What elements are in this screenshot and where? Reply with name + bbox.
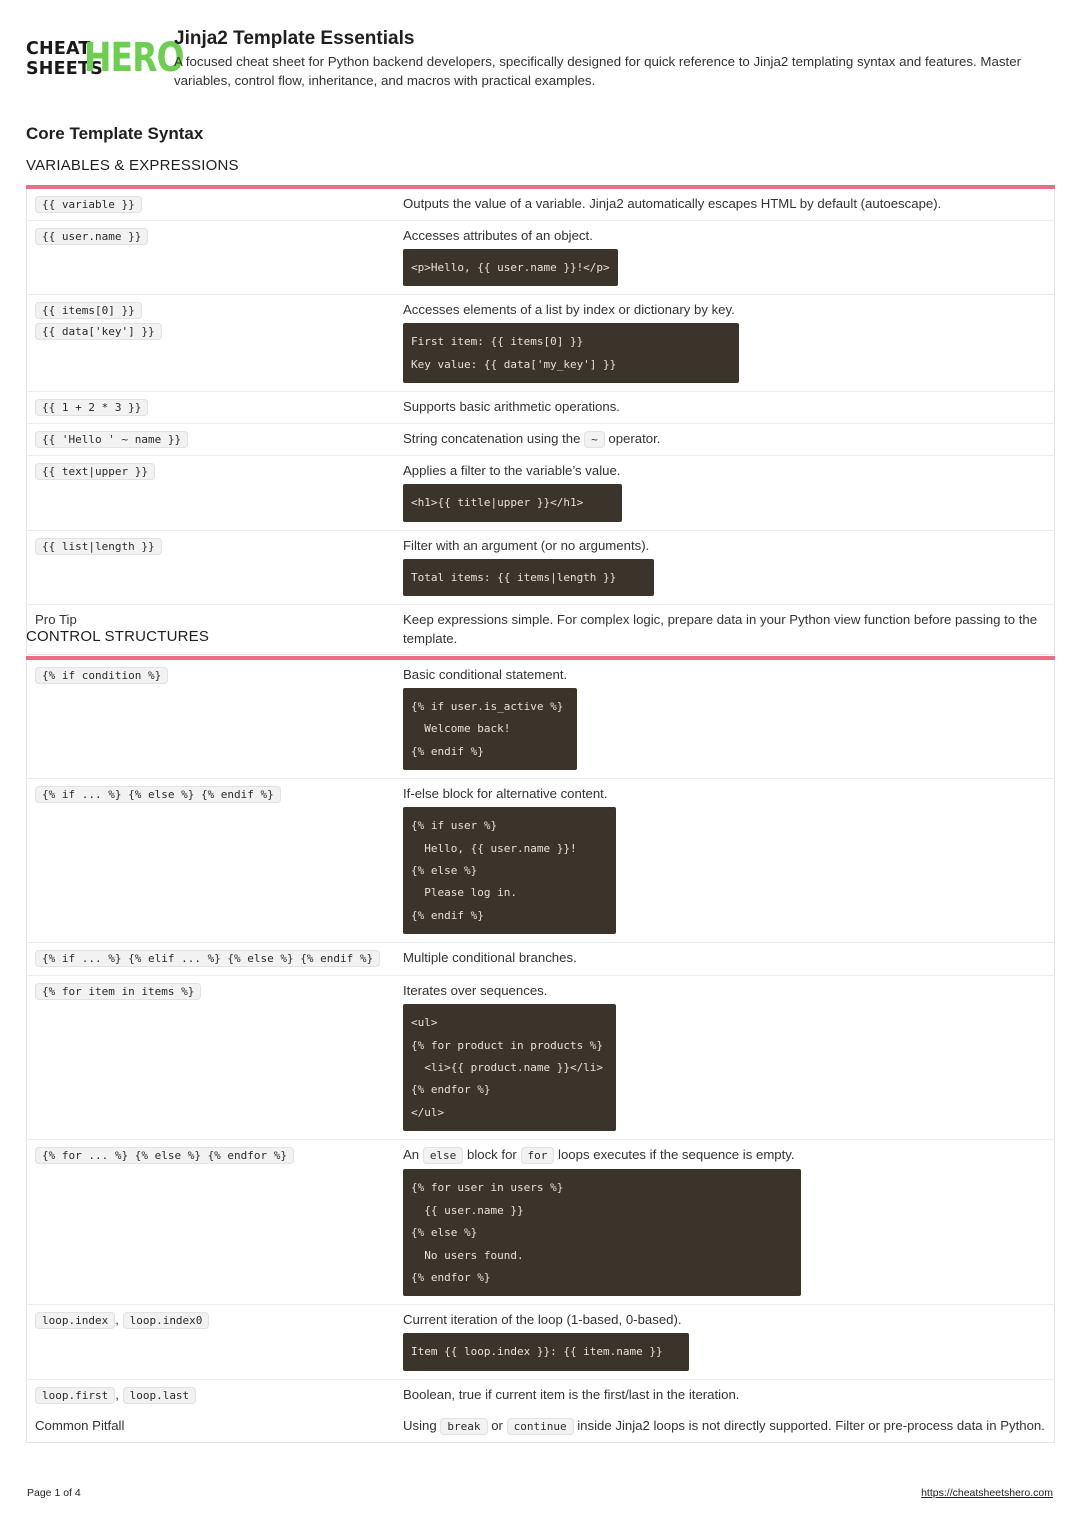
syntax-code: {{ user.name }} xyxy=(35,228,148,245)
syntax-code: {{ list|length }} xyxy=(35,538,162,555)
row-description: String concatenation using the ~ operator. xyxy=(393,424,1055,456)
code-example xyxy=(403,323,739,383)
row-description: Applies a filter to the variable’s value. xyxy=(403,463,621,479)
row-description: Filter with an argument (or no arguments). xyxy=(403,537,650,553)
logo-line1: CHEAT xyxy=(26,39,91,59)
code-line: {% if user %} xyxy=(411,819,498,833)
inline-code: break xyxy=(440,1418,487,1435)
row-description: If-else block for alternative content. xyxy=(403,786,608,802)
code-line: <h1>{{ title|upper }}</h1> xyxy=(411,496,584,510)
code-line: Item {{ loop.index }}: {{ item.name }} xyxy=(411,1345,663,1359)
table-row xyxy=(27,943,1055,976)
code-line: No users found. xyxy=(411,1248,524,1262)
syntax-code: {{ text|upper }} xyxy=(35,463,155,480)
code-line: {% endif %} xyxy=(411,744,484,758)
row-description: Multiple conditional branches. xyxy=(393,943,1055,976)
site-link[interactable]: https://cheatsheetshero.com xyxy=(921,1487,1053,1499)
row-description: An else block for for loops executes if the sequence is empty. xyxy=(403,1147,795,1163)
syntax-code: loop.first xyxy=(35,1387,115,1404)
row-description: Accesses elements of a list by index or dictionary by key. xyxy=(403,302,735,318)
key-separator: , xyxy=(115,1386,119,1402)
syntax-code: {% if ... %} {% else %} {% endif %} xyxy=(35,786,281,803)
inline-code: else xyxy=(423,1147,464,1164)
code-line: Welcome back! xyxy=(411,722,511,736)
table-row xyxy=(27,295,1055,392)
syntax-code: loop.index xyxy=(35,1312,115,1329)
syntax-code: {% if condition %} xyxy=(35,667,168,684)
code-line: <ul> xyxy=(411,1016,438,1030)
table-row xyxy=(27,658,1055,779)
code-example xyxy=(403,484,622,521)
table-row xyxy=(27,1379,1055,1411)
code-line: {{ user.name }} xyxy=(411,1203,524,1217)
row-description: Outputs the value of a variable. Jinja2 automatically escapes HTML by default (autoescape). xyxy=(403,196,942,211)
subsection-variables-heading: VARIABLES & EXPRESSIONS xyxy=(26,157,239,174)
syntax-code: {{ variable }} xyxy=(35,196,142,213)
syntax-code: {{ data['key'] }} xyxy=(35,323,162,340)
syntax-code: loop.index0 xyxy=(123,1312,210,1329)
control-table xyxy=(26,656,1055,1443)
code-line: Total items: {{ items|length }} xyxy=(411,570,617,584)
row-description: Iterates over sequences. xyxy=(403,983,548,999)
page-number: Page 1 of 4 xyxy=(27,1487,81,1499)
page-subtitle: A focused cheat sheet for Python backend developers, specifically designed for quick reference to Jinja2 templating syntax and features. Master variables, control flow, inheritance, and macros with practical examples. xyxy=(174,54,1022,88)
syntax-code: {% for ... %} {% else %} {% endfor %} xyxy=(35,1147,294,1164)
key-separator: , xyxy=(115,1312,119,1328)
table-row xyxy=(27,187,1055,221)
code-line: {% else %} xyxy=(411,1226,478,1240)
code-line: {% endfor %} xyxy=(411,1083,491,1097)
code-line: {% else %} xyxy=(411,864,478,878)
table-row xyxy=(27,1305,1055,1379)
code-example xyxy=(403,249,618,286)
row-description: Basic conditional statement. xyxy=(403,667,568,682)
code-example xyxy=(403,1004,616,1131)
row-description: Current iteration of the loop (1-based, 0-based). xyxy=(403,1312,682,1328)
code-line: Hello, {{ user.name }}! xyxy=(411,841,577,855)
syntax-code: {% for item in items %} xyxy=(35,983,201,1000)
section-title: Core Template Syntax xyxy=(26,124,204,143)
code-line: </ul> xyxy=(411,1105,445,1119)
subsection-control-heading: CONTROL STRUCTURES xyxy=(26,628,210,645)
syntax-code: {{ items[0] }} xyxy=(35,302,142,319)
table-row xyxy=(27,1140,1055,1305)
inline-code: continue xyxy=(507,1418,574,1435)
code-example xyxy=(403,559,654,596)
code-line: {% endif %} xyxy=(411,908,484,922)
variables-table xyxy=(26,185,1055,655)
syntax-code: loop.last xyxy=(123,1387,197,1404)
code-example xyxy=(403,688,577,770)
row-description: Accesses attributes of an object. xyxy=(403,228,593,243)
row-key-label: Pro Tip xyxy=(27,605,394,655)
code-line: {% if user.is_active %} xyxy=(411,700,564,713)
table-row xyxy=(27,1411,1055,1443)
row-key-label: Common Pitfall xyxy=(35,1417,125,1433)
syntax-code: {% if ... %} {% elif ... %} {% else %} {% endif %} xyxy=(35,950,380,967)
code-line: Key value: {{ data['my_key'] }} xyxy=(411,357,617,371)
syntax-code: {{ 'Hello ' ~ name }} xyxy=(35,431,188,448)
table-row xyxy=(27,424,1055,456)
code-example xyxy=(403,1169,801,1296)
table-row xyxy=(27,221,1055,295)
code-example xyxy=(403,807,616,934)
table-row xyxy=(27,976,1055,1140)
code-example xyxy=(403,1333,689,1370)
cheatsheetshero-logo[interactable] xyxy=(26,35,184,81)
page-title: Jinja2 Template Essentials xyxy=(174,28,415,49)
code-line: <li>{{ product.name }}</li> xyxy=(411,1061,604,1075)
page-header xyxy=(26,28,1055,98)
row-description: Using break or continue inside Jinja2 loops is not directly supported. Filter or pre-process data in Python. xyxy=(403,1417,1045,1433)
table-row xyxy=(27,779,1055,943)
table-row xyxy=(27,530,1055,604)
code-line: Please log in. xyxy=(411,886,517,900)
syntax-code: {{ 1 + 2 * 3 }} xyxy=(35,399,148,416)
row-description: Keep expressions simple. For complex logic, prepare data in your Python view function before passing to the template. xyxy=(393,605,1055,655)
inline-code: ~ xyxy=(584,431,605,448)
code-line: {% for product in products %} xyxy=(411,1038,604,1052)
row-description: Supports basic arithmetic operations. xyxy=(393,392,1055,424)
logo-accent: HERO xyxy=(84,35,184,81)
table-row xyxy=(27,392,1055,424)
row-description: Boolean, true if current item is the first/last in the iteration. xyxy=(393,1379,1055,1411)
table-row xyxy=(27,456,1055,530)
code-line: {% endfor %} xyxy=(411,1270,491,1284)
code-line: {% for user in users %} xyxy=(411,1181,564,1195)
code-line: <p>Hello, {{ user.name }}!</p> xyxy=(411,261,610,274)
logo-line2: SHEETS xyxy=(26,59,103,79)
inline-code: for xyxy=(521,1147,555,1164)
code-line: First item: {{ items[0] }} xyxy=(411,335,584,349)
